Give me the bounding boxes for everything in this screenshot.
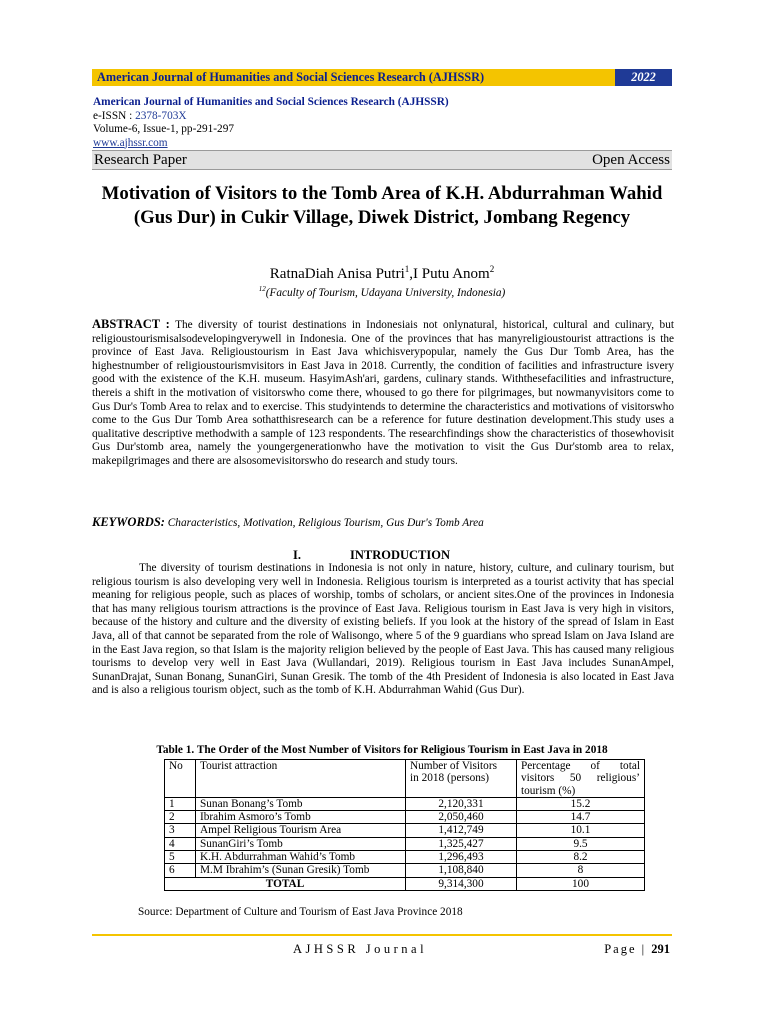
th-pct-line3: tourism (%): [521, 784, 576, 797]
cell-attraction: Ibrahim Asmoro’s Tomb: [196, 811, 406, 824]
table-row: [165, 864, 645, 877]
cell-percentage: 8.2: [517, 851, 645, 864]
cell-percentage: 9.5: [517, 837, 645, 850]
cell-attraction: M.M Ibrahim’s (Sunan Gresik) Tomb: [196, 864, 406, 877]
th-visitors: [406, 760, 517, 798]
th-attraction: Tourist attraction: [196, 760, 406, 798]
author-2: I Putu Anom: [413, 266, 490, 282]
table-row: [165, 797, 645, 810]
section-title: INTRODUCTION: [350, 548, 451, 562]
total-label: TOTAL: [165, 877, 406, 890]
cell-no: 4: [165, 837, 196, 850]
author-1-sup: 1: [404, 264, 410, 274]
abstract: [92, 318, 674, 469]
footer-page: [604, 942, 670, 957]
cell-visitors: 1,412,749: [406, 824, 517, 837]
abstract-label: ABSTRACT :: [92, 317, 170, 331]
table-row: [165, 851, 645, 864]
table-total-row: [165, 877, 645, 890]
journal-meta: [93, 96, 449, 150]
table-header-row: [165, 760, 645, 798]
author-1: RatnaDiah Anisa Putri: [269, 266, 405, 282]
cell-attraction: Sunan Bonang’s Tomb: [196, 797, 406, 810]
affiliation-sup: 12: [258, 285, 266, 293]
keywords: [92, 515, 672, 530]
header-journal-title: American Journal of Humanities and Social Sciences Research (AJHSSR): [97, 70, 485, 84]
cell-attraction: K.H. Abdurrahman Wahid’s Tomb: [196, 851, 406, 864]
table-source: Source: Department of Culture and Tourism of East Java Province 2018: [138, 906, 463, 918]
footer-page-label: Page |: [604, 942, 652, 956]
cell-attraction: SunanGiri’s Tomb: [196, 837, 406, 850]
author-separator: ,: [409, 266, 414, 282]
cell-visitors: 1,108,840: [406, 864, 517, 877]
th-pct-line2: visitors 50 religious’: [521, 772, 640, 785]
authors-line: [92, 264, 672, 283]
cell-percentage: 15.2: [517, 797, 645, 810]
cell-attraction: Ampel Religious Tourism Area: [196, 824, 406, 837]
table-row: [165, 824, 645, 837]
th-pct-line1: Percentage of total: [521, 760, 640, 772]
meta-issn-label: e-ISSN :: [93, 109, 136, 122]
paper-type: Research Paper: [94, 151, 187, 168]
th-percentage: [517, 760, 645, 798]
cell-visitors: 1,325,427: [406, 837, 517, 850]
table-caption: Table 1. The Order of the Most Number of Visitors for Religious Tourism in East Java in 2018: [156, 744, 608, 756]
keywords-label: KEYWORDS:: [92, 515, 165, 529]
cell-percentage: 8: [517, 864, 645, 877]
header-year: 2022: [615, 69, 672, 86]
footer-page-number: 291: [651, 942, 670, 956]
journal-url-link[interactable]: www.ajhssr.com: [93, 136, 168, 149]
footer-divider: [92, 934, 672, 936]
cell-no: 5: [165, 851, 196, 864]
paper-type-bar: [92, 150, 672, 170]
cell-no: 1: [165, 797, 196, 810]
table-row: [165, 837, 645, 850]
abstract-text: The diversity of tourist destinations in Indonesiais not onlynatural, historical, cultural and culinary, but religioustourismisalsodevelopingverywell in Indonesia. One of the provinces that has manyreligioustourist attractions is the province of East Java. Religioustourism in East Java whichisverypopular, namely the Gus Dur Tomb Area, has the highestnumber of religioustourismvisitors in East Java in 2018. Currently, the condition of facilities and infrastructure isvery good with the existence of the K.H. museum. HasyimAsh'ari, gardens, culinary stands. Withthesefacilities and infrastructure, thereis a shift in the motivation of visitorswho come there, whoused to go there for pilgrimages, but nowmanyvisitors come to Gus Dur's Tomb Area to relax and to exercise. This studyintends to determine the characteristics and motivations of visitorswho come to the Gus Dur Tomb Area sothatthisresearch can be a reference for future destination development.This study uses a qualitative descriptive methodwith a sample of 123 respondents. The researchfindings show the characteristics of thosewhovisit Gus Dur'stomb area, namely the youngergenerationwho have the motivation to visit the Gus Dur'stomb area to relax, makepilgrimages and there are alsosomevisitorswho do research and study tours.: [92, 319, 674, 467]
total-percentage: 100: [517, 877, 645, 890]
cell-visitors: 1,296,493: [406, 851, 517, 864]
th-visitors-line2: in 2018 (persons): [410, 772, 490, 785]
th-no: No: [165, 760, 196, 798]
th-visitors-line1: Number of Visitors: [410, 760, 497, 772]
section-number: I.: [293, 548, 301, 562]
cell-no: 3: [165, 824, 196, 837]
visitors-table: [164, 759, 645, 891]
cell-percentage: 14.7: [517, 811, 645, 824]
cell-no: 2: [165, 811, 196, 824]
keywords-text: Characteristics, Motivation, Religious Tourism, Gus Dur's Tomb Area: [164, 517, 484, 529]
table-row: [165, 811, 645, 824]
cell-visitors: 2,120,331: [406, 797, 517, 810]
meta-volume: Volume-6, Issue-1, pp-291-297: [93, 123, 234, 135]
total-visitors: 9,314,300: [406, 877, 517, 890]
cell-no: 6: [165, 864, 196, 877]
footer-journal: AJHSSR Journal: [293, 942, 428, 956]
affiliation-line: [92, 285, 672, 299]
affiliation-text: (Faculty of Tourism, Udayana University, Indonesia): [265, 286, 506, 299]
meta-issn: [93, 110, 449, 124]
cell-percentage: 10.1: [517, 824, 645, 837]
cell-visitors: 2,050,460: [406, 811, 517, 824]
open-access-label: Open Access: [592, 151, 670, 168]
author-2-sup: 2: [489, 264, 495, 274]
journal-header-bar: [92, 69, 672, 86]
paper-title: Motivation of Visitors to the Tomb Area of K.H. Abdurrahman Wahid (Gus Dur) in Cukir Village, Diwek District, Jombang Regency: [101, 183, 663, 228]
meta-issn-number: 2378-703X: [135, 109, 187, 122]
meta-journal-title: American Journal of Humanities and Social Sciences Research (AJHSSR): [93, 96, 449, 108]
intro-paragraph: The diversity of tourism destinations in Indonesia is not only in nature, history, culture, and culinary tourism, but religious tourism is also developing very well in Indonesia. Religious tourism is interpreted as a tourist activity that has special meaning for religious people, such as places of worship, tombs of scholars, or ancient sites.One of the provinces in Indonesia that has many religious tourism attractions is the province of East Java. Religious tourism in East Java is very high in visitors, because of the history and culture and the diversity of existing beliefs. If you look at the history of the spread of Islam in East Java, all of that cannot be separated from the role of Walisongo, where 5 of the 9 guardians who spread Islam on Java Island are in the East Java region, so that Islam is the majority religion believed by the people of East Java. This has caused many religious tourisms to develop very well in East Java (Wullandari, 2019). Religious tourism in East Java includes SunanAmpel, SunanDrajat, Sunan Bonang, SunanGiri, Sunan Gresik. The tomb of the 4th President of Indonesia is also located in East Java and is also a religious tourism object, such as the tomb of K.H. Abdurrahman Wahid (Gus Dur).: [92, 562, 674, 697]
